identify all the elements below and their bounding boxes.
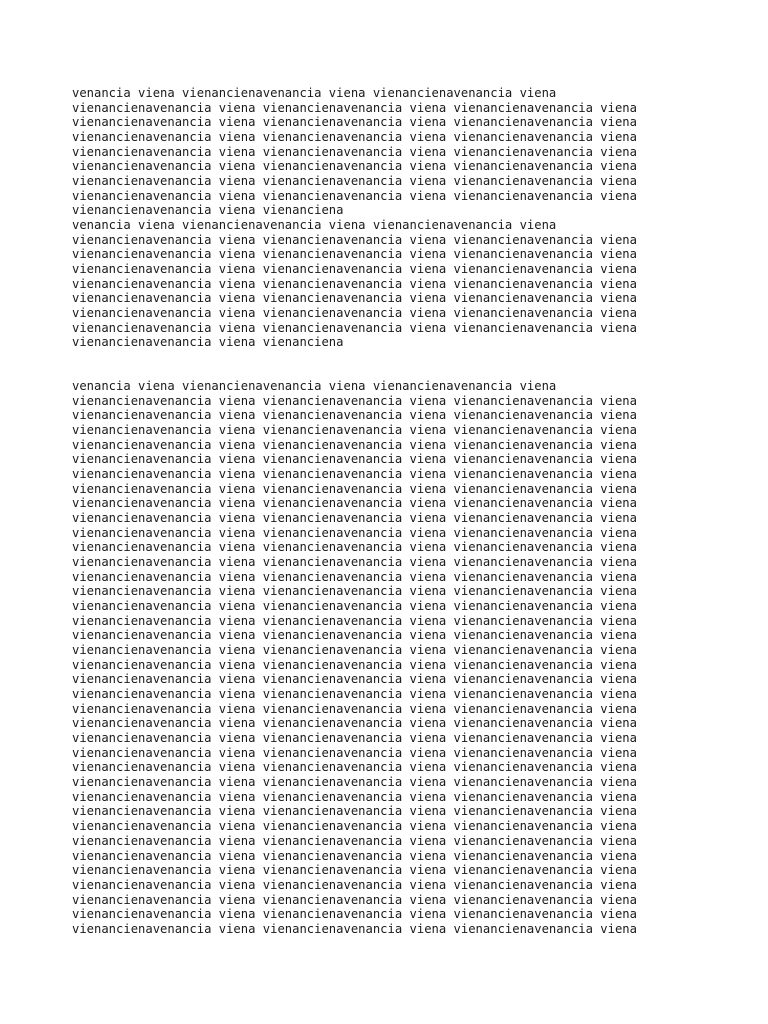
text-line: vienancienavenancia viena vienancienavenancia viena vienancienavenancia viena	[72, 115, 637, 130]
text-line: vienancienavenancia viena vienancienavenancia viena vienancienavenancia viena	[72, 130, 637, 145]
text-line: vienancienavenancia viena vienancienavenancia viena vienancienavenancia viena	[72, 921, 637, 936]
text-line: vienancienavenancia viena vienancienavenancia viena vienancienavenancia viena	[72, 174, 637, 189]
text-line: vienancienavenancia viena vienancienavenancia viena vienancienavenancia viena	[72, 247, 637, 262]
text-line: vienancienavenancia viena vienancienavenancia viena vienancienavenancia viena	[72, 687, 637, 702]
text-line: vienancienavenancia viena vienancienavenancia viena vienancienavenancia viena	[72, 306, 637, 321]
text-line: vienancienavenancia viena vienancienavenancia viena vienancienavenancia viena	[72, 423, 637, 438]
text-line: vienancienavenancia viena vienancienavenancia viena vienancienavenancia viena	[72, 481, 637, 496]
text-line: vienancienavenancia viena vienancienavenancia viena vienancienavenancia viena	[72, 569, 637, 584]
paragraph-2	[72, 379, 637, 937]
text-line: vienancienavenancia viena vienanciena	[72, 203, 344, 218]
text-line: vienancienavenancia viena vienancienavenancia viena vienancienavenancia viena	[72, 775, 637, 790]
text-line: vienancienavenancia viena vienancienavenancia viena vienancienavenancia viena	[72, 731, 637, 746]
text-line: vienancienavenancia viena vienancienavenancia viena vienancienavenancia viena	[72, 760, 637, 775]
text-line: vienancienavenancia viena vienancienavenancia viena vienancienavenancia viena	[72, 745, 637, 760]
text-line: vienancienavenancia viena vienancienavenancia viena vienancienavenancia viena	[72, 819, 637, 834]
text-line: vienancienavenancia viena vienancienavenancia viena vienancienavenancia viena	[72, 525, 637, 540]
text-line: vienancienavenancia viena vienancienavenancia viena vienancienavenancia viena	[72, 877, 637, 892]
text-line: vienancienavenancia viena vienancienavenancia viena vienancienavenancia viena	[72, 276, 637, 291]
text-line: vienancienavenancia viena vienancienavenancia viena vienancienavenancia viena	[72, 628, 637, 643]
text-line: vienancienavenancia viena vienancienavenancia viena vienancienavenancia viena	[72, 584, 637, 599]
text-line: vienancienavenancia viena vienancienavenancia viena vienancienavenancia viena	[72, 833, 637, 848]
text-line: vienancienavenancia viena vienancienavenancia viena vienancienavenancia viena	[72, 907, 637, 922]
text-line: vienancienavenancia viena vienancienavenancia viena vienancienavenancia viena	[72, 408, 637, 423]
text-line: vienancienavenancia viena vienancienavenancia viena vienancienavenancia viena	[72, 599, 637, 614]
text-line: vienancienavenancia viena vienancienavenancia viena vienancienavenancia viena	[72, 789, 637, 804]
text-line: vienancienavenancia viena vienancienavenancia viena vienancienavenancia viena	[72, 511, 637, 526]
text-line: vienancienavenancia viena vienancienavenancia viena vienancienavenancia viena	[72, 437, 637, 452]
text-line: vienancienavenancia viena vienancienavenancia viena vienancienavenancia viena	[72, 540, 637, 555]
text-line: vienancienavenancia viena vienancienavenancia viena vienancienavenancia viena	[72, 159, 637, 174]
text-line: vienancienavenancia viena vienanciena	[72, 335, 344, 350]
text-line: vienancienavenancia viena vienancienavenancia viena vienancienavenancia viena	[72, 892, 637, 907]
text-line: vienancienavenancia viena vienancienavenancia viena vienancienavenancia viena	[72, 555, 637, 570]
text-line: vienancienavenancia viena vienancienavenancia viena vienancienavenancia viena	[72, 393, 637, 408]
text-line: vienancienavenancia viena vienancienavenancia viena vienancienavenancia viena	[72, 496, 637, 511]
text-line: vienancienavenancia viena vienancienavenancia viena vienancienavenancia viena	[72, 291, 637, 306]
text-line: vienancienavenancia viena vienancienavenancia viena vienancienavenancia viena	[72, 643, 637, 658]
paragraph-1	[72, 86, 637, 350]
text-line: vienancienavenancia viena vienancienavenancia viena vienancienavenancia viena	[72, 452, 637, 467]
text-line: vienancienavenancia viena vienancienavenancia viena vienancienavenancia viena	[72, 657, 637, 672]
text-line: vienancienavenancia viena vienancienavenancia viena vienancienavenancia viena	[72, 467, 637, 482]
text-line: venancia viena vienancienavenancia viena vienancienavenancia viena	[72, 86, 557, 100]
text-line: vienancienavenancia viena vienancienavenancia viena vienancienavenancia viena	[72, 701, 637, 716]
text-line: vienancienavenancia viena vienancienavenancia viena vienancienavenancia viena	[72, 144, 637, 159]
text-line: vienancienavenancia viena vienancienavenancia viena vienancienavenancia viena	[72, 716, 637, 731]
text-line: venancia viena vienancienavenancia viena vienancienavenancia viena	[72, 379, 557, 393]
text-line: vienancienavenancia viena vienancienavenancia viena vienancienavenancia viena	[72, 262, 637, 277]
text-line: vienancienavenancia viena vienancienavenancia viena vienancienavenancia viena	[72, 863, 637, 878]
text-line: vienancienavenancia viena vienancienavenancia viena vienancienavenancia viena	[72, 232, 637, 247]
text-line: vienancienavenancia viena vienancienavenancia viena vienancienavenancia viena	[72, 804, 637, 819]
text-line: vienancienavenancia viena vienancienavenancia viena vienancienavenancia viena	[72, 613, 637, 628]
text-line: vienancienavenancia viena vienancienavenancia viena vienancienavenancia viena	[72, 188, 637, 203]
text-line: vienancienavenancia viena vienancienavenancia viena vienancienavenancia viena	[72, 672, 637, 687]
text-line: vienancienavenancia viena vienancienavenancia viena vienancienavenancia viena	[72, 848, 637, 863]
text-line: vienancienavenancia viena vienancienavenancia viena vienancienavenancia viena	[72, 100, 637, 115]
text-line: vienancienavenancia viena vienancienavenancia viena vienancienavenancia viena	[72, 320, 637, 335]
text-line: venancia viena vienancienavenancia viena vienancienavenancia viena	[72, 218, 557, 233]
